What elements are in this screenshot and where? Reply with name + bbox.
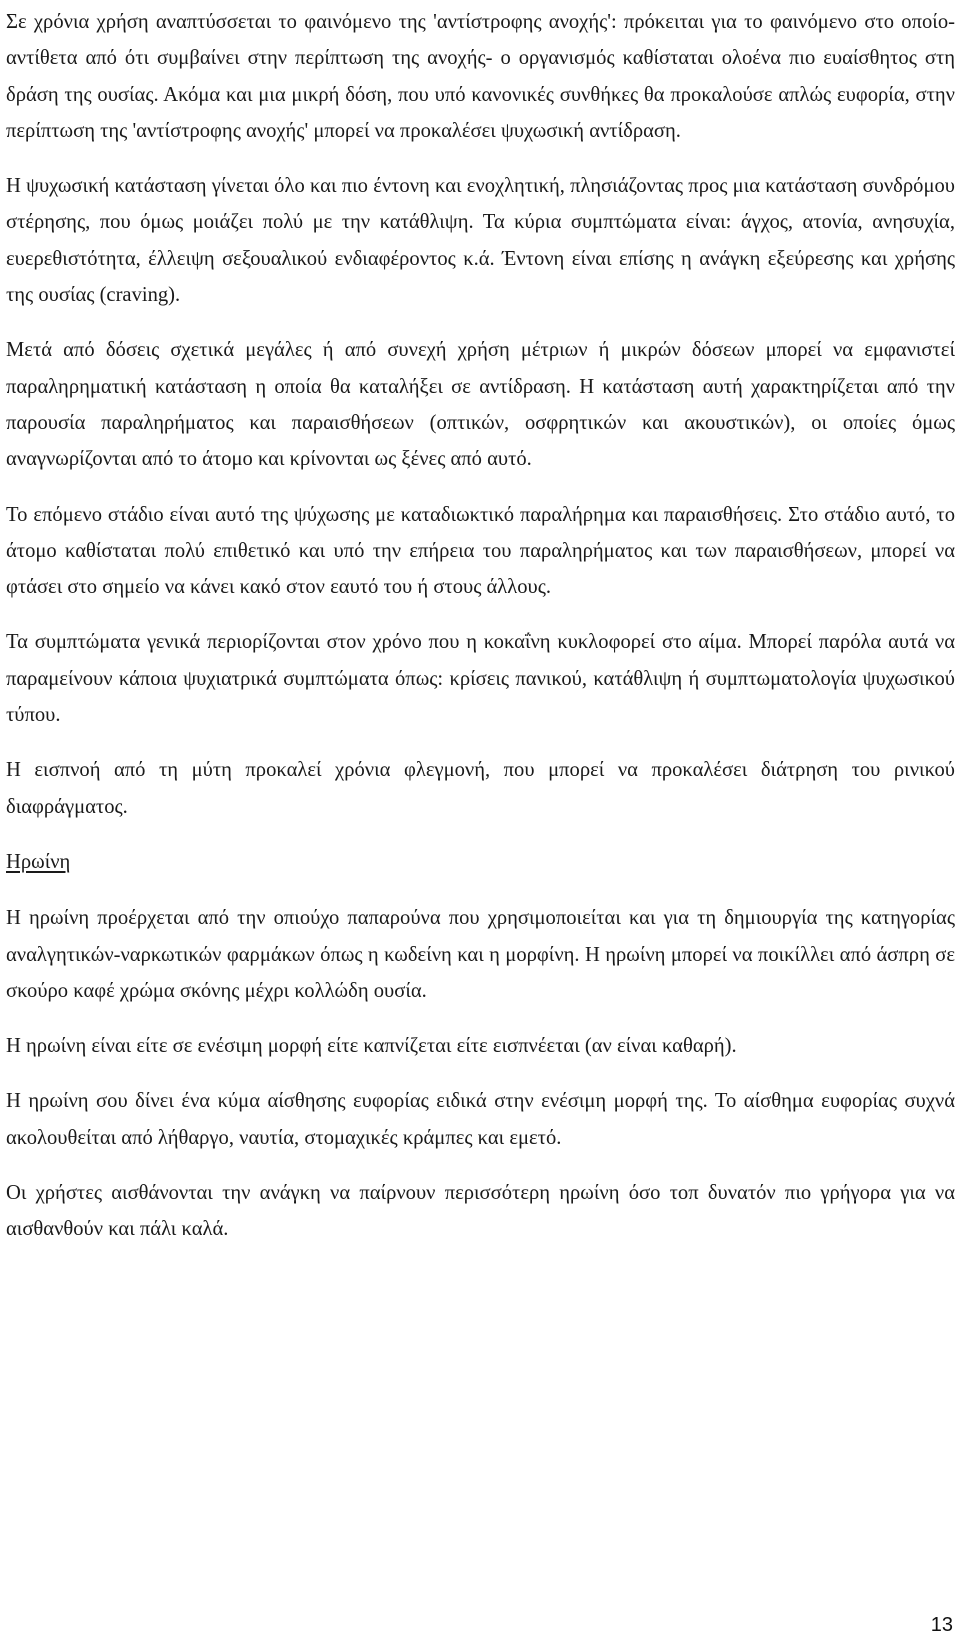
paragraph-heroin-forms: Η ηρωίνη είναι είτε σε ενέσιμη μορφή είτε καπνίζεται είτε εισπνέεται (αν είναι καθαρή). <box>6 1035 737 1058</box>
paragraph-delirium: Μετά από δόσεις σχετικά μεγάλες ή από συνεχή χρήση μέτριων ή μικρών δόσεων μπορεί να εμφανιστεί παραληρηματική κατάσταση η οποία θα καταλήξει σε αντίδραση. Η κατάσταση αυτή χαρακτηρίζεται από την παρουσία παραληρήματος και παραισθήσεων (οπτικών, οσφρητικών και ακουστικών), οι οποίες όμως αναγνωρίζονται από το άτομο και κρίνονται ως ξένες από αυτό. <box>6 339 955 471</box>
paragraph-psychotic-state: Η ψυχωσική κατάσταση γίνεται όλο και πιο έντονη και ενοχλητική, πλησιάζοντας προς μια κατάσταση συνδρόμου στέρησης, που όμως μοιάζει πολύ με την κατάθλιψη. Τα κύρια συμπτώματα είναι: άγχος, ατονία, ανησυχία, ευερεθιστότητα, έλλειψη σεξουαλικού ενδιαφέροντος κ.ά. Έντονη είναι επίσης η ανάγκη εξεύρεσης και χρήσης της ουσίας (craving). <box>6 175 955 307</box>
page-number: 13 <box>930 1614 953 1636</box>
paragraph-psychosis-stage: Το επόμενο στάδιο είναι αυτό της ψύχωσης με καταδιωκτικό παραλήρημα και παραισθήσεις. Στο στάδιο αυτό, το άτομο καθίσταται πολύ επιθετικό και υπό την επήρεια του παραληρήματος και των παραισθήσεων, μπορεί να φτάσει στο σημείο να κάνει κακό στον εαυτό του ή στους άλλους. <box>6 503 955 599</box>
paragraph-heroin-origin: Η ηρωίνη προέρχεται από την οπιούχο παπαρούνα που χρησιμοποιείται και για τη δημιουργία της κατηγορίας αναλγητικών-ναρκωτικών φαρμάκων όπως η κωδείνη και η μορφίνη. Η ηρωίνη μπορεί να ποικίλλει από άσπρη σε σκούρο καφέ χρώμα σκόνης μέχρι κολλώδη ουσία. <box>6 907 955 1002</box>
paragraph-symptoms-duration: Τα συμπτώματα γενικά περιορίζονται στον χρόνο που η κοκαΐνη κυκλοφορεί στο αίμα. Μπορεί παρόλα αυτά να παραμείνουν κάποια ψυχιατρικά συμπτώματα όπως: κρίσεις πανικού, κατάθλιψη ή συμπτωματολογία ψυχωσικού τύπου. <box>6 631 955 727</box>
paragraph-heroin-craving: Οι χρήστες αισθάνονται την ανάγκη να παίρνουν περισσότερη ηρωίνη όσο τοπ δυνατόν πιο γρήγορα για να αισθανθούν και πάλι καλά. <box>6 1182 955 1241</box>
paragraph-heroin-effects: Η ηρωίνη σου δίνει ένα κύμα αίσθησης ευφορίας ειδικά στην ενέσιμη μορφή της. Το αίσθημα ευφορίας συχνά ακολουθείται από λήθαργο, ναυτία, στομαχικές κράμπες και εμετό. <box>6 1090 955 1149</box>
section-heading-heroin: Ηρωίνη <box>6 850 71 873</box>
paragraph-nasal-inhalation: Η εισπνοή από τη μύτη προκαλεί χρόνια φλεγμονή, που μπορεί να προκαλέσει διάτρηση του ρινικού διαφράγματος. <box>6 759 955 818</box>
paragraph-reverse-tolerance: Σε χρόνια χρήση αναπτύσσεται το φαινόμενο της 'αντίστροφης ανοχής': πρόκειται για το φαινόμενο στο οποίο-αντίθετα από ότι συμβαίνει στην περίπτωση της ανοχής- ο οργανισμός καθίσταται ολοένα πιο ευαίσθητος στη δράση της ουσίας. Ακόμα και μια μικρή δόση, που υπό κανονικές συνθήκες θα προκαλούσε απλώς ευφορία, στην περίπτωση της 'αντίστροφης ανοχής' μπορεί να προκαλέσει ψυχωσική αντίδραση. <box>6 11 955 142</box>
